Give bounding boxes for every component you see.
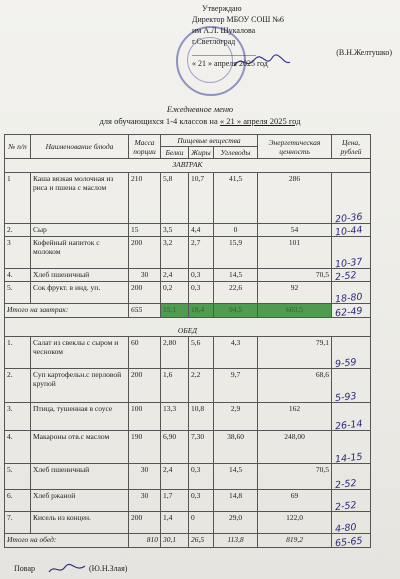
table-row: 3. Птица, тушенная в соусе 100 13,3 10,8 2,9 162 26-14: [5, 403, 371, 431]
table-row: 7. Кисель из концен. 200 1,4 0 29,0 122,0 4-80: [5, 512, 371, 534]
table-row: 5. Хлеб пшеничный 30 2,4 0,3 14,5 70,5 2-52: [5, 464, 371, 490]
approval-signer: (В.Н.Желтушко): [336, 48, 392, 57]
lunch-total-row: Итого на обед: 810 30,1 26,5 113,8 819,2 65-65: [5, 534, 371, 548]
header-price: Цена, рублей: [332, 135, 371, 159]
header-num: № п/п: [5, 135, 31, 159]
section-breakfast: ЗАВТРАК: [5, 159, 371, 173]
menu-title-subheading: для обучающихся 1-4 классов на « 21 » апреля 2025 год: [99, 116, 301, 126]
handwritten-price: 4-80: [334, 521, 358, 536]
table-row: 3 Кофейный напиток с молоком 200 3,2 2,7 15,9 101 10-37: [5, 237, 371, 269]
header-energy: Энергетическая ценность: [258, 135, 332, 159]
menu-table: [4, 134, 371, 548]
header-nutrients: Пищевые вещества: [161, 135, 258, 147]
handwritten-price: 10-44: [334, 224, 364, 239]
approval-block: [192, 3, 392, 69]
handwritten-price: 2-52: [334, 477, 358, 492]
table-row: 1 Каша вязкая молочная из риса и пшена с маслом 210 5,8 10,7 41,5 286 20-36: [5, 173, 371, 224]
cook-label: Повар: [14, 563, 35, 573]
approval-heading: Утверждаю: [202, 4, 242, 13]
handwritten-price: 18-80: [334, 291, 364, 306]
handwritten-price: 5-93: [334, 390, 358, 405]
breakfast-total-row: Итого на завтрак: 655 15,1 18,4 94,5 603,5 62-49: [5, 304, 371, 318]
table-row: 2. Сыр 15 3,5 4,4 0 54 10-44: [5, 224, 371, 237]
handwritten-price: 9-59: [334, 356, 358, 371]
table-row: 4. Макароны отв.с маслом 190 6,90 7,30 38,60 248,00 14-15: [5, 431, 371, 464]
handwritten-price: 2-52: [334, 499, 358, 514]
cook-signature-line: [14, 563, 127, 575]
menu-title: [40, 103, 360, 127]
handwritten-price: 14-15: [334, 451, 364, 466]
handwritten-price: 62-49: [334, 305, 364, 320]
table-row: 6. Хлеб ржаной 30 1,7 0,3 14,8 69 2-52: [5, 490, 371, 512]
header-carbs: Углеводы: [214, 147, 258, 159]
approval-city: г.Светлоград: [192, 37, 236, 46]
table-row: 4. Хлеб пшеничный 30 2,4 0,3 14,5 70,5 2-52: [5, 269, 371, 282]
approval-school-name: им А.Л. Шукалова: [192, 26, 256, 35]
table-row: 1. Салат из свеклы с сыром и чесноком 60 2,80 5,6 4,3 79,1 9-59: [5, 337, 371, 369]
table-header-row: [5, 135, 371, 147]
approval-signature-line: ________________ (В.Н.Желтушко): [192, 48, 392, 57]
handwritten-price: 10-37: [334, 256, 364, 271]
header-mass: Масса порции: [129, 135, 161, 159]
header-name: Наименование блюда: [31, 135, 129, 159]
cook-signature: [47, 563, 87, 575]
handwritten-price: 65-65: [334, 535, 364, 550]
table-row: 2. Суп картофельн.с перловой крупой 200 1,6 2,2 9,7 68,6 5-93: [5, 369, 371, 403]
approval-position: Директор МБОУ СОШ №6: [192, 15, 284, 24]
handwritten-price: 2-52: [334, 269, 358, 284]
section-lunch: ОБЕД: [5, 318, 371, 337]
table-row: 5. Сок фрукт. в инд. уп. 200 0,2 0,3 22,6 92 18-80: [5, 282, 371, 304]
handwritten-price: 20-36: [334, 211, 364, 226]
approval-date: « 21 » апреля 2025 год: [192, 59, 268, 68]
menu-title-heading: Ежедневное меню: [166, 104, 234, 114]
cook-name: (Ю.Н.Злая): [89, 563, 128, 573]
handwritten-price: 26-14: [334, 418, 364, 433]
header-protein: Белки: [161, 147, 189, 159]
header-fat: Жиры: [189, 147, 214, 159]
menu-date: « 21 » апреля 2025 год: [219, 116, 301, 126]
